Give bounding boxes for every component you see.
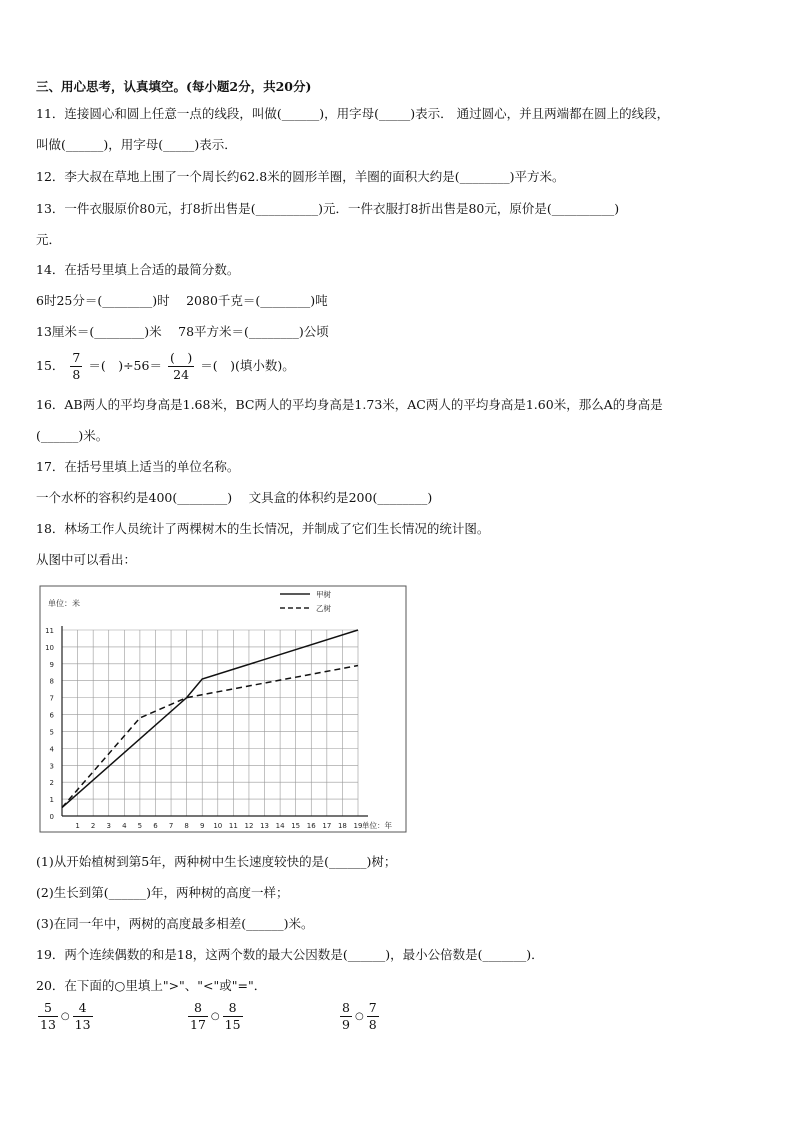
x-tick-label: 7 bbox=[168, 822, 174, 830]
q17-row: 一个水杯的容积约是400(________) 文具盒的体积约是200(________) bbox=[36, 490, 433, 505]
q20-3-compare-circle[interactable]: ○ bbox=[354, 1011, 364, 1022]
x-tick-label: 19 bbox=[353, 822, 363, 830]
q15-frac2-numerator: ( ) bbox=[169, 350, 193, 365]
x-tick-label: 6 bbox=[153, 822, 158, 830]
q15-frac1-numerator: 7 bbox=[72, 350, 81, 365]
y-tick-label: 11 bbox=[45, 627, 54, 635]
y-tick-label: 5 bbox=[49, 728, 54, 737]
y-tick-label: 4 bbox=[49, 745, 54, 754]
q14-title: 14．在括号里填上合适的最简分数。 bbox=[36, 262, 240, 277]
x-tick-label: 14 bbox=[275, 822, 285, 830]
y-tick-label: 8 bbox=[49, 677, 54, 686]
q20-2-a-den: 17 bbox=[190, 1017, 206, 1032]
q20-1-a-den: 13 bbox=[40, 1017, 56, 1032]
q14-row2: 13厘米＝(________)米 78平方米＝(________)公顷 bbox=[36, 324, 329, 339]
legend-label-jia: 甲树 bbox=[316, 590, 331, 599]
x-tick-label: 12 bbox=[244, 822, 254, 830]
q15-frac1-denominator: 8 bbox=[72, 367, 81, 382]
q18-intro: 从图中可以看出： bbox=[36, 552, 137, 567]
x-tick-label: 13 bbox=[260, 822, 269, 830]
q18-title: 18．林场工作人员统计了两棵树木的生长情况，并制成了它们生长情况的统计图。 bbox=[36, 521, 490, 536]
q15-prefix: 15． bbox=[36, 358, 65, 373]
q20-2-compare-circle[interactable]: ○ bbox=[210, 1011, 220, 1022]
x-tick-label: 16 bbox=[306, 822, 316, 830]
x-tick-label: 4 bbox=[122, 822, 127, 830]
q20-3-b-num: 7 bbox=[368, 1000, 377, 1015]
q20-3-a-num: 8 bbox=[342, 1000, 350, 1015]
q20-item-3 bbox=[338, 1000, 381, 1033]
q15-suffix: ＝( )(填小数)。 bbox=[200, 358, 295, 373]
q12: 12．李大叔在草地上围了一个周长约62.8米的圆形羊圈，羊圈的面积大约是(________)平方米。 bbox=[36, 169, 565, 184]
q20-2-b-num: 8 bbox=[223, 1000, 243, 1017]
x-tick-label: 18 bbox=[337, 822, 347, 830]
q14-row1: 6时25分＝(________)时 2080千克＝(________)吨 bbox=[36, 293, 328, 308]
tree-growth-chart bbox=[34, 582, 414, 838]
y-axis-unit-label: 单位：米 bbox=[48, 599, 80, 608]
q18-sub1: (1)从开始植树到第5年，两种树中生长速度较快的是(______)树； bbox=[36, 854, 397, 869]
q20-1-b-num: 4 bbox=[73, 1000, 93, 1017]
q20-title: 20．在下面的○里填上">"、"<"或"="． bbox=[36, 978, 267, 993]
x-tick-label: 8 bbox=[184, 822, 189, 830]
q11-line2: 叫做(______)，用字母(_____)表示． bbox=[36, 137, 237, 152]
q20-1-compare-circle[interactable]: ○ bbox=[60, 1011, 70, 1022]
q16-line2: (______)米。 bbox=[36, 428, 109, 443]
x-tick-label: 15 bbox=[291, 822, 301, 830]
x-tick-label: 3 bbox=[106, 822, 111, 830]
y-tick-label: 1 bbox=[49, 796, 54, 805]
series-line-yi bbox=[62, 666, 358, 808]
y-tick-label: 3 bbox=[49, 762, 54, 771]
y-tick-label: 10 bbox=[45, 643, 54, 652]
x-tick-label: 2 bbox=[90, 822, 96, 830]
y-tick-label: 0 bbox=[49, 813, 54, 821]
q15-fraction-1 bbox=[70, 350, 82, 383]
q20-3-b-den: 8 bbox=[368, 1017, 377, 1032]
x-tick-label: 11 bbox=[228, 822, 238, 830]
y-tick-label: 9 bbox=[49, 660, 54, 669]
chart-frame bbox=[40, 586, 406, 832]
q20-1-b-den: 13 bbox=[74, 1017, 91, 1032]
x-axis-unit-label: 单位：年 bbox=[362, 821, 392, 830]
x-tick-label: 10 bbox=[213, 822, 223, 830]
q20-item-2 bbox=[186, 1000, 245, 1033]
q15-middle: ＝( )÷56＝ bbox=[88, 358, 162, 373]
q11-line1: 11．连接圆心和圆上任意一点的线段，叫做(______)，用字母(_____)表示． 通过圆心，并且两端都在圆上的线段， bbox=[36, 106, 670, 121]
q20-3-a-den: 9 bbox=[342, 1017, 350, 1032]
legend-label-yi: 乙树 bbox=[316, 604, 331, 613]
y-tick-label: 2 bbox=[49, 779, 54, 788]
x-tick-label: 5 bbox=[137, 822, 143, 830]
x-tick-label: 9 bbox=[199, 822, 205, 830]
q15-fraction-2 bbox=[168, 350, 194, 383]
q17-title: 17．在括号里填上适当的单位名称。 bbox=[36, 459, 240, 474]
x-tick-label: 17 bbox=[322, 822, 332, 830]
y-tick-label: 6 bbox=[49, 711, 54, 720]
x-tick-label: 1 bbox=[75, 822, 80, 830]
q16-line1: 16．AB两人的平均身高是1.68米，BC两人的平均身高是1.73米，AC两人的平均身高是1.60米，那么A的身高是 bbox=[36, 397, 663, 412]
series-line-jia bbox=[62, 630, 358, 808]
q18-sub3: (3)在同一年中，两树的高度最多相差(______)米。 bbox=[36, 916, 314, 931]
q20-2-a-num: 8 bbox=[188, 1000, 208, 1017]
q20-item-1 bbox=[36, 1000, 95, 1033]
q15-frac2-denominator: 24 bbox=[173, 367, 190, 382]
q20-2-b-den: 15 bbox=[224, 1017, 241, 1032]
q18-sub2: (2)生长到第(______)年，两种树的高度一样； bbox=[36, 885, 289, 900]
q13-line1: 13．一件衣服原价80元，打8折出售是(__________)元．一件衣服打8折出售是80元，原价是(__________) bbox=[36, 201, 620, 216]
y-tick-label: 7 bbox=[49, 694, 54, 703]
section-title: 三、用心思考，认真填空。(每小题2分，共20分) bbox=[36, 79, 312, 94]
q13-line2: 元． bbox=[36, 232, 62, 247]
q15 bbox=[36, 348, 295, 384]
q19: 19．两个连续偶数的和是18，这两个数的最大公因数是(______)，最小公倍数是(_______)． bbox=[36, 947, 544, 962]
q20-1-a-num: 5 bbox=[38, 1000, 58, 1017]
